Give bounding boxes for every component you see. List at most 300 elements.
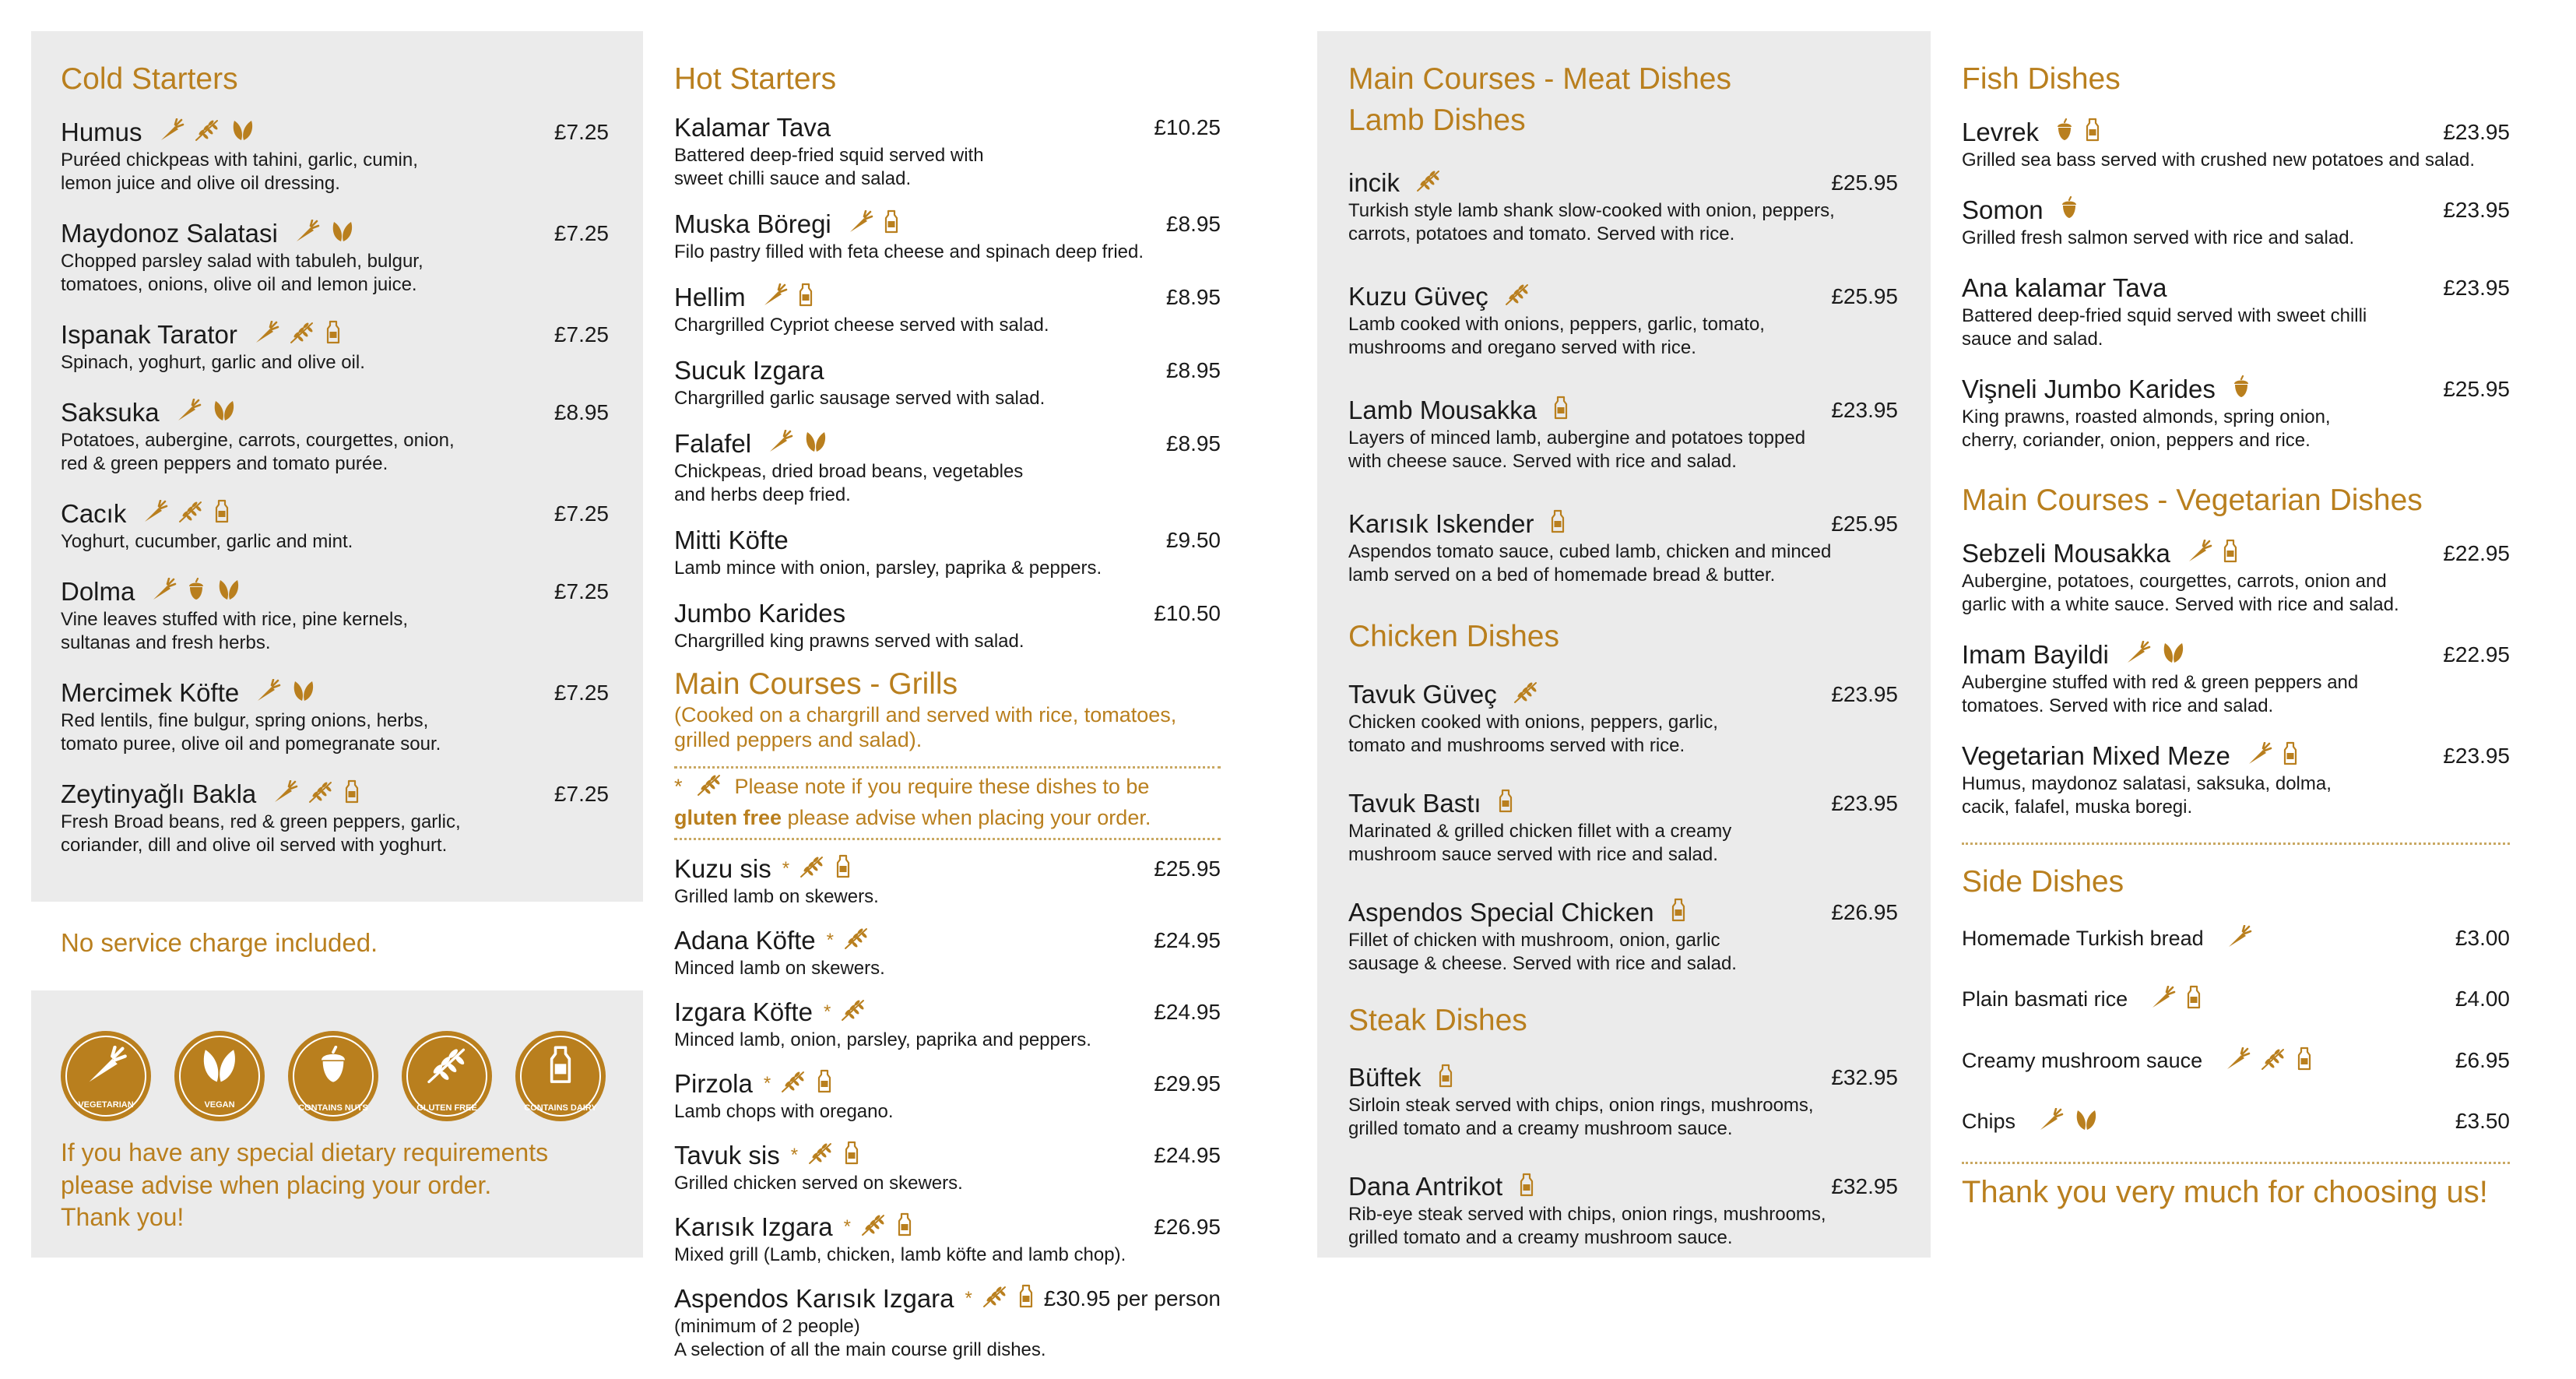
- item-name: Lamb Mousakka: [1348, 395, 1538, 424]
- side-name: Homemade Turkish bread: [1962, 926, 2204, 950]
- description-line: King prawns, roasted almonds, spring onion,: [1962, 406, 2331, 427]
- item-name: Karısık Izgara: [674, 1212, 833, 1241]
- item-name: Mitti Köfte: [674, 525, 789, 554]
- note-text: Please note if you require these dishes to be: [734, 775, 1150, 799]
- item-description: [674, 1244, 1221, 1267]
- description-line: Vine leaves stuffed with rice, pine kernels,: [61, 608, 409, 630]
- description-line: sultanas and fresh herbs.: [61, 631, 271, 653]
- item-description: [1348, 427, 1898, 473]
- badge-label: VEGETARIAN: [78, 1100, 134, 1110]
- item-price: £8.95: [1165, 284, 1221, 309]
- description-line: Minced lamb on skewers.: [674, 957, 885, 979]
- dietary-icons: [2224, 1047, 2313, 1075]
- note-rest: please advise when placing your order.: [787, 805, 1151, 829]
- item-price: £26.95: [1831, 899, 1898, 924]
- description-line: Lamb chops with oregano.: [674, 1100, 894, 1122]
- description-line: garlic with a white sauce. Served with rice and salad.: [1962, 593, 2399, 615]
- item-price: £7.25: [554, 501, 609, 526]
- description-line: red & green peppers and tomato purée.: [61, 452, 388, 474]
- description-line: A selection of all the main course grill dishes.: [674, 1339, 1046, 1360]
- badge-label: CONTAINS DAIRY: [524, 1103, 597, 1113]
- item-description: [1962, 227, 2510, 250]
- description-line: Aspendos tomato sauce, cubed lamb, chicken and minced: [1348, 540, 1832, 562]
- gluten-star: *: [965, 1287, 972, 1309]
- divider-1: [1962, 843, 2510, 845]
- cold-starters-list: [61, 118, 609, 857]
- item-price: £7.25: [554, 322, 609, 347]
- item-name: Büftek: [1348, 1063, 1422, 1092]
- side-name: Plain basmati rice: [1962, 987, 2128, 1011]
- item-price: £7.25: [554, 220, 609, 245]
- dietary-icons: [847, 209, 900, 238]
- bottle-icon: [843, 1141, 860, 1170]
- item-price: £23.95: [2443, 275, 2510, 300]
- legend-badge-contains-dairy: [515, 1031, 606, 1121]
- dietary-icons: [2059, 196, 2079, 223]
- dietary-icons: [840, 998, 866, 1025]
- wheat-icon: [780, 1070, 807, 1097]
- item-name: Cacık: [61, 498, 127, 528]
- description-line: with cheese sauce. Served with rice and salad.: [1348, 450, 1737, 472]
- item-name: Kuzu sis: [674, 853, 771, 883]
- description-line: Grilled lamb on skewers.: [674, 885, 879, 907]
- menu-item-vis-neli-jumbo-karides: [1962, 375, 2510, 452]
- item-description: [674, 314, 1221, 337]
- acorn-icon: [2059, 196, 2079, 223]
- bottle-icon: [1518, 1173, 1535, 1201]
- item-description: [61, 429, 609, 476]
- description-line: mushrooms and oregano served with rice.: [1348, 336, 1696, 358]
- item-name: Sebzeli Mousakka: [1962, 538, 2170, 568]
- bottle-icon: [1670, 898, 1687, 927]
- bottle-icon: [2185, 985, 2202, 1014]
- item-price: £8.95: [1165, 357, 1221, 382]
- description-line: tomato puree, olive oil and pomegranate sour.: [61, 733, 441, 755]
- bottle-icon: [896, 1212, 913, 1241]
- badge-label: GLUTEN FREE: [416, 1103, 477, 1113]
- item-description: [61, 811, 609, 857]
- item-name: Falafel: [674, 428, 752, 458]
- side-price: £3.50: [2455, 1109, 2510, 1134]
- gluten-free-note: [674, 766, 1221, 839]
- gluten-star: *: [826, 929, 834, 951]
- bottle-icon: [2084, 118, 2101, 146]
- item-description: [1348, 1203, 1898, 1250]
- bottle-icon: [325, 320, 342, 349]
- wheat-icon: [807, 1142, 834, 1169]
- hot-starters-column: [674, 62, 1221, 1379]
- description-line: Yoghurt, cucumber, garlic and mint.: [61, 530, 353, 552]
- dietary-icons: [1504, 283, 1530, 310]
- description-line: Humus, maydonoz salatasi, saksuka, dolma,: [1962, 772, 2332, 794]
- dietary-icons: [1549, 509, 1566, 538]
- dietary-icons: [253, 320, 342, 349]
- dietary-icons: [1497, 789, 1514, 818]
- description-line: lemon juice and olive oil dressing.: [61, 172, 340, 194]
- item-price: £23.95: [2443, 197, 2510, 222]
- acorn-icon: [186, 578, 206, 605]
- cold-starters-title: Cold Starters: [61, 62, 238, 96]
- menu-item-imam-bayildi: [1962, 640, 2510, 718]
- legend-badge-vegan: [174, 1031, 265, 1121]
- dietary-icons: [843, 927, 870, 954]
- item-description: [1962, 772, 2510, 819]
- description-line: Layers of minced lamb, aubergine and potatoes topped: [1348, 427, 1806, 449]
- no-service-note: No service charge included.: [61, 928, 378, 957]
- item-name: Humus: [61, 117, 142, 146]
- side-item-homemade-turkish-bread: [1962, 925, 2510, 952]
- item-name: Ispanak Tarator: [61, 319, 237, 349]
- description-line: Aubergine stuffed with red & green peppers and: [1962, 671, 2359, 693]
- dietary-icons: [2149, 985, 2202, 1014]
- item-price: £9.50: [1165, 527, 1221, 552]
- leaf-icon: [803, 430, 829, 457]
- item-name: Tavuk Bastı: [1348, 788, 1481, 818]
- wheat-icon: [843, 927, 870, 954]
- menu-item-dana-antrikot: [1348, 1172, 1898, 1250]
- thanks-message: Thank you very much for choosing us!: [1962, 1174, 2488, 1209]
- dietary-icons: [761, 283, 814, 311]
- badge-label: VEGAN: [204, 1100, 235, 1110]
- item-description: [1348, 313, 1898, 360]
- dietary-icons: [2054, 118, 2101, 146]
- description-line: Puréed chickpeas with tahini, garlic, cumin,: [61, 149, 418, 171]
- bottle-icon: [2222, 539, 2239, 568]
- grills-subtitle-line-1: (Cooked on a chargrill and served with rice, tomatoes,: [674, 702, 1177, 726]
- item-description: [1962, 570, 2510, 617]
- meat-panel: [1317, 31, 1931, 1258]
- side-name: Creamy mushroom sauce: [1962, 1048, 2203, 1072]
- leaf-icon: [211, 399, 237, 426]
- item-name: Levrek: [1962, 117, 2040, 146]
- side-name: Chips: [1962, 1109, 2016, 1133]
- menu-item-humus: [61, 118, 609, 195]
- description-line: mushroom sauce served with rice and salad.: [1348, 843, 1718, 865]
- item-name: Vişneli Jumbo Karides: [1962, 374, 2216, 403]
- hot-starters-list: [674, 113, 1221, 653]
- item-description: [61, 149, 609, 195]
- dietary-icons: [2186, 539, 2239, 568]
- chicken-list: [1348, 680, 1898, 976]
- dietary-icons: [1415, 169, 1442, 196]
- dietary-icons: [1670, 898, 1687, 927]
- acorn-icon: [2231, 375, 2251, 403]
- fish-veg-column: [1962, 62, 2510, 1210]
- menu-item-kalamar-tava: [674, 113, 1221, 191]
- description-line: Aubergine, potatoes, courgettes, carrots, onion and: [1962, 570, 2387, 592]
- item-description: [674, 460, 1221, 507]
- dietary-icons: [1518, 1173, 1535, 1201]
- bottle-icon: [883, 209, 900, 238]
- menu-item-aspendos-special-chicken: [1348, 898, 1898, 976]
- item-price: £25.95: [1154, 856, 1221, 881]
- item-description: [674, 241, 1221, 264]
- item-name: Imam Bayildi: [1962, 639, 2109, 669]
- dietary-icons: [2124, 641, 2187, 668]
- item-description: [674, 1100, 1221, 1124]
- legend-note-line-1: If you have any special dietary requirements: [61, 1138, 549, 1166]
- item-price: £7.25: [554, 781, 609, 806]
- carrot-icon: [2226, 925, 2252, 952]
- description-line: and herbs deep fried.: [674, 484, 851, 505]
- dietary-icons: [2246, 741, 2299, 770]
- carrot-icon: [293, 220, 320, 247]
- description-line: Battered deep-fried squid served with: [674, 144, 984, 166]
- dietary-icons: [142, 499, 230, 528]
- item-description: [1348, 929, 1898, 976]
- item-description: [61, 250, 609, 297]
- item-price: £24.95: [1154, 927, 1221, 952]
- dietary-icons: [807, 1141, 860, 1170]
- item-description: [674, 557, 1221, 580]
- bottle-icon: [1017, 1284, 1035, 1313]
- item-price: £30.95 per person: [1043, 1286, 1221, 1310]
- item-name: Mercimek Köfte: [61, 677, 240, 707]
- item-name: Somon: [1962, 195, 2044, 224]
- dietary-icons: [293, 220, 356, 247]
- description-line: tomatoes, onions, olive oil and lemon juice.: [61, 273, 417, 295]
- wheat-icon: [308, 780, 334, 807]
- menu-item-izgara-ko-fte: [674, 997, 1221, 1052]
- description-line: Turkish style lamb shank slow-cooked with onion, peppers,: [1348, 199, 1835, 221]
- carrot-icon: [272, 780, 298, 807]
- dietary-icons: [1513, 681, 1539, 708]
- menu-item-bu-ftek: [1348, 1063, 1898, 1141]
- menu-item-sebzeli-mousakka: [1962, 539, 2510, 617]
- gluten-star: *: [782, 857, 790, 879]
- leaf-icon: [2160, 641, 2187, 668]
- menu-item-vegetarian-mixed-meze: [1962, 741, 2510, 819]
- item-price: £23.95: [2443, 119, 2510, 144]
- item-price: £7.25: [554, 579, 609, 603]
- item-description: [1962, 149, 2510, 172]
- gluten-star: *: [763, 1072, 771, 1094]
- dietary-icons: [255, 679, 317, 706]
- menu-item-kar-s-k-izgara: [674, 1212, 1221, 1267]
- legend-note-line-3: Thank you!: [61, 1203, 185, 1232]
- sides-list: [1962, 925, 2510, 1135]
- side-price: £3.00: [2455, 926, 2510, 951]
- dietary-icons: [799, 854, 852, 883]
- item-price: £23.95: [2443, 743, 2510, 768]
- bottle-icon: [1437, 1064, 1454, 1092]
- item-description: [1962, 304, 2510, 351]
- menu-item-dolma: [61, 577, 609, 655]
- wheat-icon: [799, 855, 825, 882]
- item-price: £23.95: [1831, 790, 1898, 815]
- item-name: Saksuka: [61, 397, 160, 427]
- item-name: Dana Antrikot: [1348, 1172, 1503, 1201]
- wheat-icon: [1513, 681, 1539, 708]
- item-description: [61, 351, 609, 375]
- item-name: Jumbo Karides: [674, 598, 846, 628]
- item-description: [674, 387, 1221, 410]
- description-line: sauce and salad.: [1962, 328, 2103, 350]
- description-line: Grilled chicken served on skewers.: [674, 1172, 963, 1194]
- description-line: grilled tomato and a creamy mushroom sauce.: [1348, 1118, 1733, 1140]
- carrot-icon: [847, 210, 873, 237]
- menu-item-kuzu-gu-vec: [1348, 282, 1898, 360]
- dietary-icons: [780, 1069, 833, 1098]
- sides-title: Side Dishes: [1962, 864, 2124, 899]
- carrot-icon: [255, 679, 281, 706]
- item-price: £32.95: [1831, 1174, 1898, 1199]
- item-description: [674, 957, 1221, 980]
- fish-title: Fish Dishes: [1962, 62, 2121, 96]
- item-price: £22.95: [2443, 642, 2510, 667]
- side-price: £6.95: [2455, 1048, 2510, 1073]
- item-description: [61, 709, 609, 756]
- wheat-icon: [194, 118, 220, 146]
- menu-item-cac-k: [61, 499, 609, 554]
- item-description: [1962, 671, 2510, 718]
- fish-list: [1962, 118, 2510, 452]
- description-line: Chicken cooked with onions, peppers, garlic,: [1348, 711, 1718, 733]
- grills-subtitle-line-2: grilled peppers and salad).: [674, 728, 923, 752]
- item-description: [1348, 711, 1898, 758]
- item-description: [1962, 406, 2510, 452]
- bottle-icon: [213, 499, 230, 528]
- carrot-icon: [767, 430, 793, 457]
- legend-badge-gluten-free: [402, 1031, 492, 1121]
- description-line: coriander, dill and olive oil served with yoghurt.: [61, 834, 448, 856]
- grills-list: [674, 854, 1221, 1362]
- note-star: *: [674, 775, 683, 799]
- badge-label: CONTAINS NUTS: [298, 1103, 368, 1113]
- menu-item-levrek: [1962, 118, 2510, 172]
- lamb-title: Lamb Dishes: [1348, 103, 1526, 137]
- side-item-creamy-mushroom-sauce: [1962, 1047, 2510, 1075]
- menu-item-mercimek-ko-fte: [61, 678, 609, 756]
- menu-item-jumbo-karides: [674, 599, 1221, 653]
- carrot-icon: [142, 500, 168, 527]
- item-description: [1348, 199, 1898, 246]
- description-line: Sirloin steak served with chips, onion rings, mushrooms,: [1348, 1095, 1814, 1117]
- menu-item-ana-kalamar-tava: [1962, 273, 2510, 351]
- wheat-icon: [860, 1213, 887, 1240]
- description-line: Spinach, yoghurt, garlic and olive oil.: [61, 351, 365, 373]
- bottle-icon: [1497, 789, 1514, 818]
- carrot-icon: [158, 118, 185, 146]
- menu-item-incik: [1348, 168, 1898, 246]
- bottle-icon: [1549, 509, 1566, 538]
- carrot-icon: [150, 578, 177, 605]
- menu-item-mitti-ko-fte: [674, 526, 1221, 580]
- dietary-icons: [175, 399, 237, 426]
- menu-item-kar-s-k-iskender: [1348, 509, 1898, 587]
- item-name: Vegetarian Mixed Meze: [1962, 741, 2230, 770]
- item-description: [674, 1029, 1221, 1052]
- description-line: Chickpeas, dried broad beans, vegetables: [674, 460, 1024, 482]
- gluten-star: *: [790, 1144, 799, 1166]
- dietary-icons: [158, 118, 256, 146]
- description-line: grilled tomato and a creamy mushroom sauce.: [1348, 1227, 1733, 1249]
- item-description: [674, 144, 1221, 191]
- legend-badges: [61, 1031, 606, 1121]
- item-name: Maydonoz Salatasi: [61, 218, 278, 248]
- wheat-icon: [1415, 169, 1442, 196]
- menu-item-tavuk-bast: [1348, 789, 1898, 867]
- item-description: [1348, 820, 1898, 867]
- item-price: £25.95: [1831, 283, 1898, 308]
- description-line: Lamb cooked with onions, peppers, garlic, tomato,: [1348, 313, 1765, 335]
- menu-item-pirzola: [674, 1069, 1221, 1124]
- item-name: Kalamar Tava: [674, 112, 831, 142]
- leaf-icon: [230, 118, 256, 146]
- veg-title: Main Courses - Vegetarian Dishes: [1962, 483, 2423, 517]
- wheat-icon: [840, 998, 866, 1025]
- acorn-icon: [2054, 118, 2075, 146]
- item-name: Dolma: [61, 576, 135, 606]
- description-line: Lamb mince with onion, parsley, paprika & peppers.: [674, 557, 1102, 579]
- legend-panel: [31, 990, 643, 1258]
- bottle-icon: [343, 779, 360, 808]
- wheat-icon: [289, 321, 315, 348]
- divider-2: [1962, 1162, 2510, 1164]
- item-name: Muska Böregi: [674, 209, 831, 238]
- item-price: £22.95: [2443, 540, 2510, 565]
- item-description: [674, 630, 1221, 653]
- carrot-icon: [175, 399, 202, 426]
- menu-item-falafel: [674, 429, 1221, 507]
- menu-item-hellim: [674, 283, 1221, 337]
- dietary-icons: [1552, 396, 1569, 424]
- gluten-star: *: [843, 1215, 851, 1237]
- dietary-icons: [1437, 1064, 1454, 1092]
- description-line: cacik, falafel, muska boregi.: [1962, 796, 2193, 818]
- item-description: [674, 885, 1221, 909]
- cold-starters-panel: [31, 31, 643, 902]
- legend-note-line-2: please advise when placing your order.: [61, 1170, 492, 1199]
- carrot-icon: [2186, 540, 2212, 567]
- dietary-icons: [767, 430, 829, 457]
- menu-item-ispanak-tarator: [61, 320, 609, 375]
- carrot-icon: [253, 321, 279, 348]
- item-description: [1348, 1094, 1898, 1141]
- menu-item-zeytinyag-l-bakla: [61, 779, 609, 857]
- carrot-icon: [761, 283, 788, 311]
- item-name: Zeytinyağlı Bakla: [61, 779, 257, 808]
- chicken-title: Chicken Dishes: [1348, 619, 1559, 653]
- leaf-icon: [329, 220, 356, 247]
- item-price: £25.95: [1831, 170, 1898, 195]
- menu-item-tavuk-gu-vec: [1348, 680, 1898, 758]
- item-price: £8.95: [1165, 211, 1221, 236]
- leaf-icon: [216, 578, 242, 605]
- bottle-icon: [2282, 741, 2299, 770]
- item-name: Kuzu Güveç: [1348, 281, 1488, 311]
- side-price: £4.00: [2455, 987, 2510, 1011]
- item-price: £23.95: [1831, 397, 1898, 422]
- note-bold: gluten free: [674, 805, 782, 829]
- item-price: £23.95: [1831, 681, 1898, 706]
- legend-badge-contains-nuts: [288, 1031, 378, 1121]
- menu-item-muska-bo-regi: [674, 209, 1221, 264]
- item-price: £25.95: [2443, 376, 2510, 401]
- description-line: sweet chilli sauce and salad.: [674, 167, 912, 189]
- leaf-icon: [290, 679, 317, 706]
- wheat-icon: [982, 1285, 1008, 1312]
- steak-title: Steak Dishes: [1348, 1003, 1527, 1037]
- item-price: £24.95: [1154, 999, 1221, 1024]
- dietary-icons: [2231, 375, 2251, 403]
- carrot-icon: [2037, 1108, 2064, 1135]
- description-line: Fillet of chicken with mushroom, onion, garlic: [1348, 929, 1720, 951]
- carrot-icon: [2149, 986, 2176, 1013]
- item-name: Aspendos Karısık Izgara: [674, 1283, 954, 1313]
- item-price: £10.25: [1154, 114, 1221, 139]
- grills-title: Main Courses - Grills: [674, 667, 958, 701]
